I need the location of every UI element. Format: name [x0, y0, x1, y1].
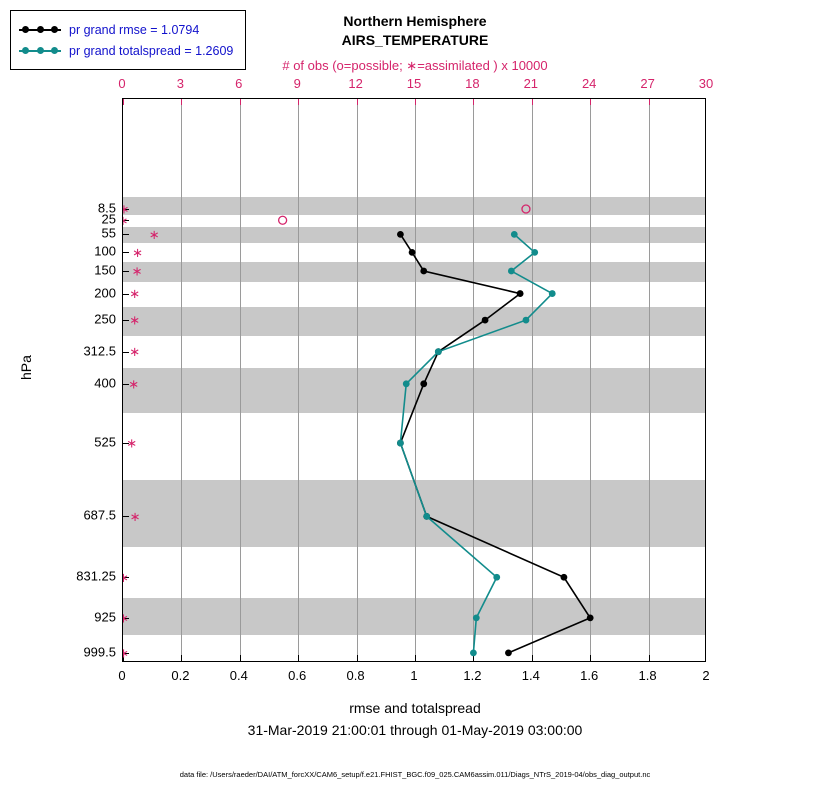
- obs-assimilated-marker: ∗: [129, 508, 141, 524]
- series-marker: [511, 231, 518, 238]
- x-tick-label: 0.8: [346, 668, 365, 683]
- y-tick-label: 831.25: [76, 568, 116, 584]
- obs-possible-marker: [279, 216, 287, 224]
- x-tick-label: 1.8: [638, 668, 657, 683]
- top-x-tick-label: 3: [176, 76, 185, 91]
- top-x-tick-label: 6: [235, 76, 243, 91]
- legend-item-totalspread: [19, 40, 233, 61]
- series-marker: [493, 574, 500, 581]
- obs-assimilated-marker: ∗: [129, 312, 141, 328]
- obs-assimilated-marker: ∗: [118, 645, 130, 661]
- series-marker: [531, 249, 538, 256]
- y-tick-label: 8.5: [97, 200, 116, 216]
- y-tick-label: 312.5: [83, 343, 116, 359]
- series-marker: [587, 614, 594, 621]
- obs-assimilated-marker: ∗: [117, 569, 129, 585]
- x-tick-label: 0.6: [288, 668, 307, 683]
- series-marker: [549, 290, 556, 297]
- top-x-tick-label: 18: [465, 76, 480, 91]
- series-marker: [523, 317, 530, 324]
- series-marker: [470, 649, 477, 656]
- y-axis-title: hPa: [18, 355, 34, 380]
- top-x-tick-label: 24: [581, 76, 597, 91]
- obs-assimilated-marker: ∗: [132, 244, 144, 260]
- legend-swatch-totalspread: [19, 45, 61, 57]
- top-x-tick-label: 21: [523, 76, 539, 91]
- legend-item-rmse: [19, 19, 233, 40]
- series-marker: [517, 290, 524, 297]
- x-tick-label: 0: [118, 668, 126, 683]
- x-axis-title: rmse and totalspread: [349, 700, 481, 716]
- series-line: [400, 234, 590, 652]
- series-marker: [505, 649, 512, 656]
- legend: [10, 10, 246, 70]
- series-marker: [420, 268, 427, 275]
- series-marker: [403, 380, 410, 387]
- series-marker: [397, 440, 404, 447]
- chart-title-line2: AIRS_TEMPERATURE: [341, 32, 489, 48]
- series-marker: [420, 380, 427, 387]
- x-axis-date-range: 31-Mar-2019 21:00:01 through 01-May-2019 03:00:00: [247, 722, 583, 738]
- x-tick-label: 1: [410, 668, 418, 683]
- y-tick-label: 400: [94, 375, 116, 391]
- y-tick-label: 925: [94, 609, 116, 625]
- obs-assimilated-marker: ∗: [117, 610, 129, 626]
- y-tick-label: 999.5: [83, 644, 116, 660]
- x-tick-label: 1.6: [580, 668, 599, 683]
- obs-assimilated-marker: ∗: [128, 376, 140, 392]
- series-marker: [473, 614, 480, 621]
- x-tick-label: 1.4: [521, 668, 540, 683]
- series-layer: [117, 99, 706, 662]
- series-line: [400, 234, 552, 652]
- y-tick-label: 150: [94, 262, 116, 278]
- y-tick-label: 25: [101, 211, 116, 227]
- top-x-tick-label: 15: [406, 76, 422, 91]
- series-marker: [409, 249, 416, 256]
- series-marker: [508, 268, 515, 275]
- y-tick-label: 100: [94, 243, 116, 259]
- y-tick-label: 525: [94, 434, 116, 450]
- obs-possible-marker: [522, 205, 530, 213]
- x-tick-label: 0.2: [171, 668, 190, 683]
- series-marker: [423, 513, 430, 520]
- obs-assimilated-marker: ∗: [129, 344, 141, 360]
- series-marker: [482, 317, 489, 324]
- y-tick-label: 55: [101, 225, 116, 241]
- y-tick-label: 687.5: [83, 507, 116, 523]
- top-x-tick-label: 30: [698, 76, 714, 91]
- top-x-tick-label: 12: [348, 76, 363, 91]
- top-x-tick-label: 27: [640, 76, 655, 91]
- series-marker: [561, 574, 568, 581]
- series-marker: [397, 231, 404, 238]
- y-tick-label: 250: [94, 311, 116, 327]
- obs-assimilated-marker: ∗: [131, 263, 143, 279]
- obs-assimilated-marker: ∗: [148, 226, 160, 242]
- obs-assimilated-marker: ∗: [117, 212, 129, 228]
- legend-label-totalspread: pr grand totalspread = 1.2609: [69, 43, 234, 58]
- top-axis-title: # of obs (o=possible; ∗=assimilated ) x 10000: [282, 58, 548, 73]
- top-x-tick-label: 9: [293, 76, 301, 91]
- y-tick-label: 200: [94, 285, 116, 301]
- chart-title-line1: Northern Hemisphere: [343, 13, 487, 29]
- obs-assimilated-marker: ∗: [126, 435, 138, 451]
- x-tick-label: 2: [702, 668, 710, 683]
- series-marker: [435, 348, 442, 355]
- obs-assimilated-marker: ∗: [129, 286, 141, 302]
- top-x-tick-label: 0: [118, 76, 126, 91]
- obs-assimilated-marker: ∗: [118, 201, 130, 217]
- x-tick-label: 1.2: [463, 668, 482, 683]
- x-tick-label: 0.4: [229, 668, 248, 683]
- data-file-footer: data file: /Users/raeder/DAI/ATM_forcXX/CAM6_setup/f.e21.FHIST_BGC.f09_025.CAM6assim.011/Diags_NTrS_2019-04/obs_diag_output.nc: [179, 770, 651, 779]
- plot-area: [117, 98, 706, 662]
- legend-label-rmse: pr grand rmse = 1.0794: [69, 22, 200, 37]
- legend-swatch-rmse: [19, 24, 61, 36]
